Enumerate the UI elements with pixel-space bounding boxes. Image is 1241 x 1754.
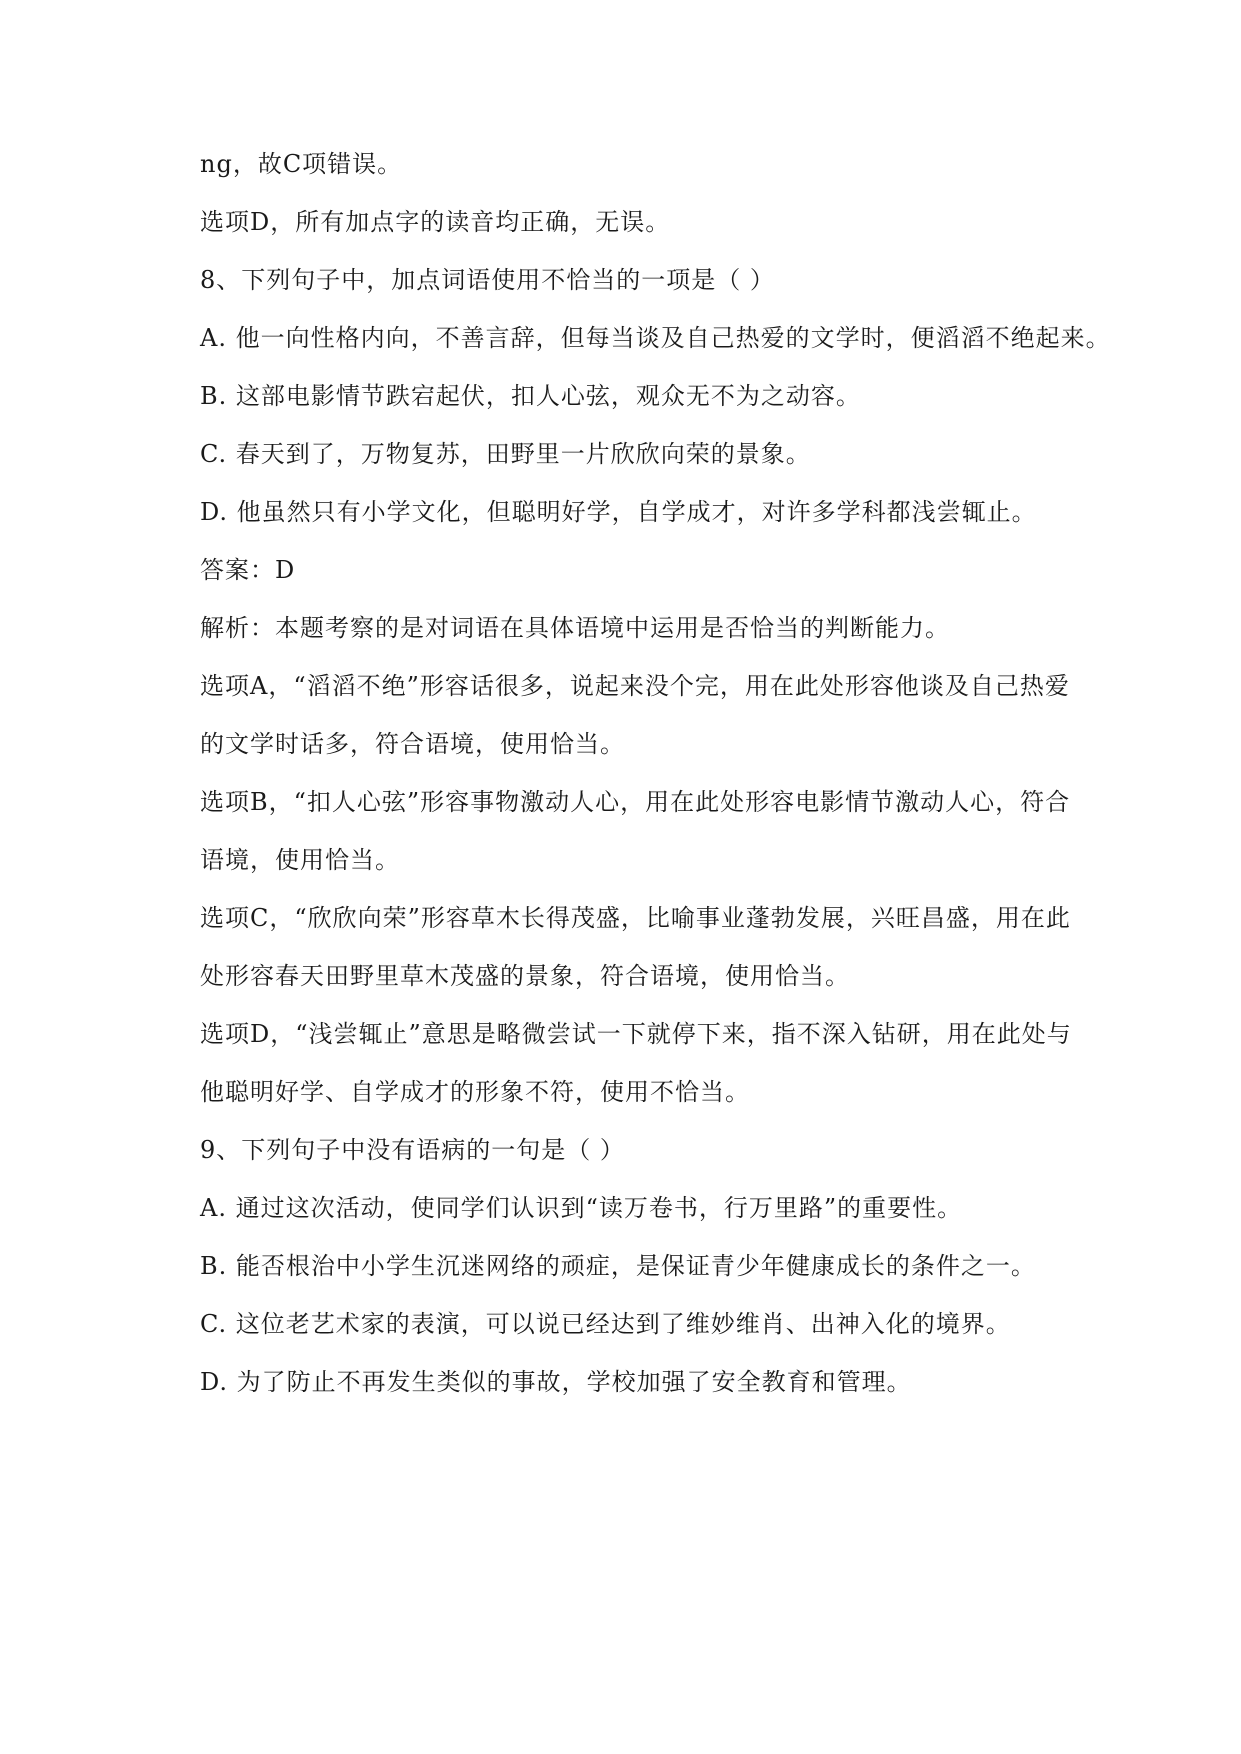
question-8-answer: 答案：D: [200, 556, 296, 584]
analysis-option-b-line-2: 语境，使用恰当。: [200, 846, 400, 874]
analysis-option-c-line-1: 选项C，“欣欣向荣”形容草木长得茂盛，比喻事业蓬勃发展，兴旺昌盛，用在此: [200, 904, 1071, 932]
analysis-option-d-line-1: 选项D，“浅尝辄止”意思是略微尝试一下就停下来，指不深入钻研，用在此处与: [200, 1020, 1072, 1048]
text-line-d-conclusion: 选项D，所有加点字的读音均正确，无误。: [200, 208, 671, 236]
question-9-option-d: D. 为了防止不再发生类似的事故，学校加强了安全教育和管理。: [200, 1368, 912, 1396]
question-8-analysis: 解析：本题考察的是对词语在具体语境中运用是否恰当的判断能力。: [200, 614, 950, 642]
question-9-stem: 9、下列句子中没有语病的一句是（ ）: [200, 1136, 625, 1164]
analysis-option-a-line-2: 的文学时话多，符合语境，使用恰当。: [200, 730, 625, 758]
analysis-option-a-line-1: 选项A，“滔滔不绝”形容话很多，说起来没个完，用在此处形容他谈及自己热爱: [200, 672, 1070, 700]
question-9-option-b: B. 能否根治中小学生沉迷网络的顽症，是保证青少年健康成长的条件之一。: [200, 1252, 1036, 1280]
analysis-option-d-line-2: 他聪明好学、自学成才的形象不符，使用不恰当。: [200, 1078, 750, 1106]
question-9-option-c: C. 这位老艺术家的表演，可以说已经达到了维妙维肖、出神入化的境界。: [200, 1310, 1011, 1338]
question-8-option-a: A. 他一向性格内向，不善言辞，但每当谈及自己热爱的文学时，便滔滔不绝起来。: [200, 324, 1111, 352]
question-9-option-a: A. 通过这次活动，使同学们认识到“读万卷书，行万里路”的重要性。: [200, 1194, 963, 1222]
question-8-stem: 8、下列句子中，加点词语使用不恰当的一项是（ ）: [200, 266, 775, 294]
analysis-option-c-line-2: 处形容春天田野里草木茂盛的景象，符合语境，使用恰当。: [200, 962, 850, 990]
text-line-c-conclusion: ng，故C项错误。: [200, 150, 403, 178]
analysis-option-b-line-1: 选项B，“扣人心弦”形容事物激动人心，用在此处形容电影情节激动人心，符合: [200, 788, 1071, 816]
question-8-option-c: C. 春天到了，万物复苏，田野里一片欣欣向荣的景象。: [200, 440, 811, 468]
question-8-option-b: B. 这部电影情节跌宕起伏，扣人心弦，观众无不为之动容。: [200, 382, 861, 410]
question-8-option-d: D. 他虽然只有小学文化，但聪明好学，自学成才，对许多学科都浅尝辄止。: [200, 498, 1037, 526]
